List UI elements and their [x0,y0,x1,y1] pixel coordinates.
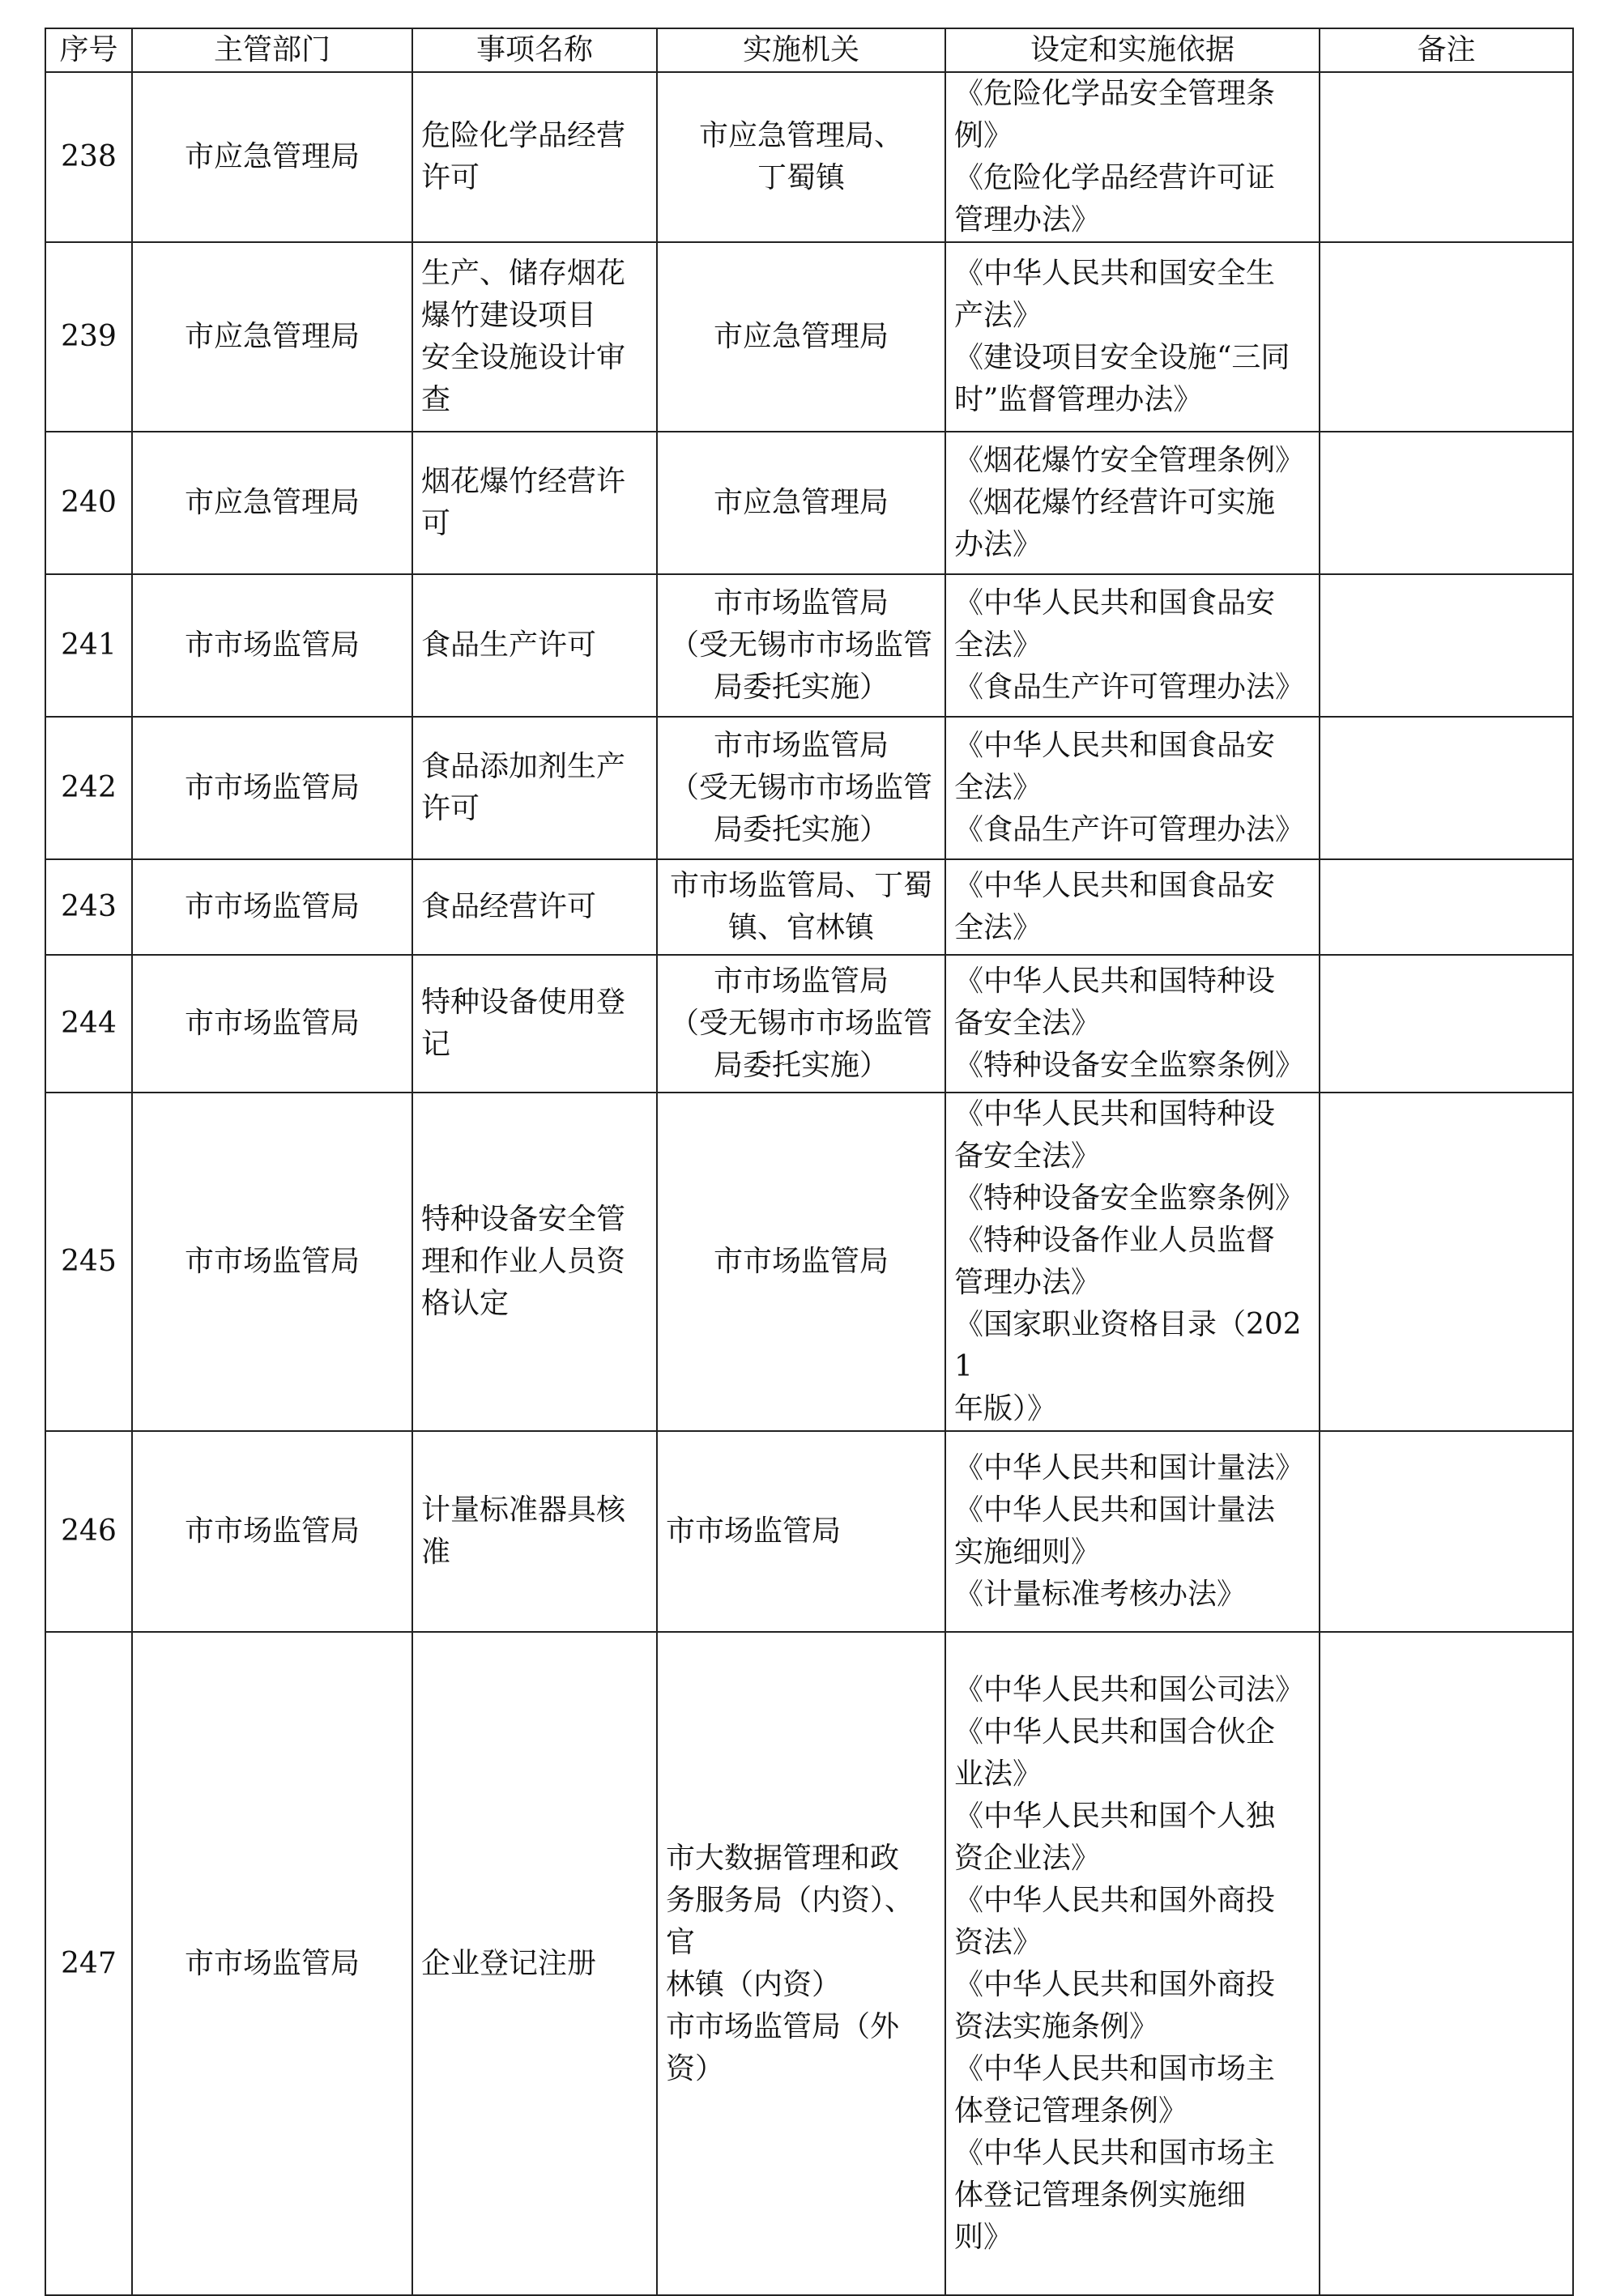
cell-basis-line: 则》 [954,2220,1013,2254]
cell-basis-line: 《特种设备作业人员监督 [954,1224,1276,1257]
table-row [45,955,1573,1093]
cell-org [657,1632,945,2295]
cell-basis-line: 《中华人民共和国食品安 [954,586,1276,620]
cell-item [412,1632,657,2295]
cell-basis-line: 业法》 [954,1757,1043,1791]
cell-basis-line: 年版）》 [954,1392,1057,1425]
cell-basis-line: 《中华人民共和国市场主 [954,2051,1276,2085]
cell-basis-line: 资法》 [954,1925,1043,1959]
cell-no: 247 [45,1632,132,2295]
cell-org-line: （受无锡市市场监管 [669,1007,932,1040]
cell-item-line: 理和作业人员资 [421,1245,626,1278]
cell-note [1320,574,1573,717]
cell-basis-line: 《中华人民共和国计量法》 [954,1451,1305,1485]
cell-item [412,955,657,1093]
cell-basis [945,1632,1320,2295]
cell-basis-line: 办法》 [954,528,1043,561]
cell-basis-line: 管理办法》 [954,203,1101,236]
cell-item-line: 格认定 [421,1287,510,1320]
table-row [45,574,1573,717]
cell-note [1320,1632,1573,2295]
cell-org [657,1431,945,1632]
cell-basis-line: 资法实施条例》 [954,2009,1159,2043]
cell-basis-line: 《危险化学品经营许可证 [954,161,1276,194]
cell-basis-line: 备安全法》 [954,1007,1101,1040]
cell-item-line: 特种设备安全管 [421,1203,626,1236]
cell-dept: 市市场监管局 [132,717,412,859]
cell-basis-line: 全法》 [954,911,1043,944]
cell-org-line: 市市场监管局 [666,1514,842,1548]
cell-basis-line: 《中华人民共和国食品安 [954,869,1276,902]
header-no: 序号 [45,28,132,72]
cell-item-line: 食品添加剂生产 [421,750,626,783]
header-basis: 设定和实施依据 [945,28,1320,72]
cell-basis-line: 管理办法》 [954,1266,1101,1299]
cell-basis-line: 体登记管理条例实施细 [954,2178,1247,2212]
cell-org-line: （受无锡市市场监管 [669,628,932,662]
table-row [45,242,1573,432]
cell-item-line: 许可 [421,792,480,825]
cell-basis [945,72,1320,242]
cell-no: 240 [45,432,132,574]
cell-basis-line: 《中华人民共和国个人独 [954,1799,1276,1833]
cell-item-line: 企业登记注册 [421,1946,597,1980]
cell-basis [945,1093,1320,1431]
cell-no: 238 [45,72,132,242]
cell-item [412,859,657,955]
cell-basis [945,574,1320,717]
cell-basis-line: 体登记管理条例》 [954,2094,1188,2128]
cell-item [412,1093,657,1431]
cell-basis-line: 《中华人民共和国合伙企 [954,1715,1276,1749]
cell-item-line: 准 [421,1536,451,1569]
header-item: 事项名称 [412,28,657,72]
cell-basis-line: 《计量标准考核办法》 [954,1578,1247,1611]
cell-dept: 市市场监管局 [132,1093,412,1431]
cell-org-line: 市市场监管局（外 [666,2009,900,2043]
cell-no: 246 [45,1431,132,1632]
cell-dept: 市应急管理局 [132,72,412,242]
cell-item [412,717,657,859]
cell-no: 239 [45,242,132,432]
cell-note [1320,72,1573,242]
cell-basis-line: 《中华人民共和国特种设 [954,1097,1276,1131]
cell-org-line: 市市场监管局 [713,586,889,620]
cell-item [412,72,657,242]
table-row [45,859,1573,955]
cell-no: 244 [45,955,132,1093]
cell-dept: 市市场监管局 [132,955,412,1093]
cell-basis-line: 《中华人民共和国市场主 [954,2136,1276,2170]
cell-item-line: 烟花爆竹经营许 [421,465,626,498]
table-row [45,1093,1573,1431]
cell-note [1320,717,1573,859]
cell-basis-line: 《烟花爆竹经营许可实施 [954,486,1276,519]
cell-org-line: 局委托实施） [713,1049,889,1082]
cell-basis-line: 产法》 [954,299,1043,332]
cell-org [657,717,945,859]
cell-basis-line: 实施细则》 [954,1536,1101,1569]
cell-org [657,1093,945,1431]
cell-item-line: 爆竹建设项目 [421,299,597,332]
cell-basis-line: 《建设项目安全设施“三同 [954,341,1290,374]
cell-org-line: 务服务局（内资）、官 [666,1883,915,1959]
table-row [45,1431,1573,1632]
cell-basis-line: 《食品生产许可管理办法》 [954,813,1305,846]
cell-item-line: 危险化学品经营 [421,119,626,152]
cell-org [657,859,945,955]
cell-basis-line: 《中华人民共和国计量法 [954,1493,1276,1527]
cell-org [657,955,945,1093]
cell-basis-line: 《中华人民共和国特种设 [954,965,1276,998]
cell-basis-line: 《中华人民共和国公司法》 [954,1672,1305,1706]
cell-note [1320,859,1573,955]
cell-note [1320,955,1573,1093]
cell-basis-line: 《危险化学品安全管理条 [954,77,1276,110]
cell-org [657,432,945,574]
cell-item-line: 生产、储存烟花 [421,257,626,290]
cell-basis [945,955,1320,1093]
cell-item-line: 记 [421,1028,451,1061]
cell-org-line: 局委托实施） [713,671,889,704]
cell-dept: 市市场监管局 [132,1431,412,1632]
cell-basis-line: 《国家职业资格目录（2021 [954,1308,1302,1383]
cell-basis [945,242,1320,432]
cell-org-line: 市市场监管局 [713,729,889,762]
cell-item-line: 计量标准器具核 [421,1493,626,1527]
cell-org-line: 市市场监管局 [713,965,889,998]
cell-org-line: 市大数据管理和政 [666,1841,900,1875]
cell-basis-line: 《中华人民共和国外商投 [954,1883,1276,1917]
cell-org [657,574,945,717]
cell-item-line: 查 [421,383,451,416]
header-note: 备注 [1320,28,1573,72]
cell-dept: 市市场监管局 [132,1632,412,2295]
cell-item [412,432,657,574]
cell-note [1320,242,1573,432]
cell-dept: 市市场监管局 [132,574,412,717]
cell-basis-line: 《特种设备安全监察条例》 [954,1182,1305,1215]
cell-org-line: 资） [666,2051,725,2085]
cell-org-line: 市市场监管局、丁蜀 [669,869,932,902]
cell-org-line: 镇、官林镇 [727,911,874,944]
header-org: 实施机关 [657,28,945,72]
cell-org-line: 林镇（内资） [666,1967,842,2001]
cell-org-line: 市应急管理局 [713,320,889,353]
cell-dept: 市应急管理局 [132,432,412,574]
cell-no: 245 [45,1093,132,1431]
cell-basis-line: 备安全法》 [954,1139,1101,1173]
cell-basis [945,717,1320,859]
cell-item-line: 食品生产许可 [421,628,597,662]
cell-org [657,242,945,432]
cell-org-line: 市应急管理局、 [698,119,903,152]
header-row [45,28,1573,72]
permit-table [45,28,1574,2296]
cell-item-line: 可 [421,507,451,540]
cell-item [412,242,657,432]
cell-org-line: （受无锡市市场监管 [669,771,932,804]
cell-no: 242 [45,717,132,859]
cell-basis-line: 资企业法》 [954,1841,1101,1875]
cell-org [657,72,945,242]
cell-basis-line: 全法》 [954,771,1043,804]
cell-org-line: 市应急管理局 [713,486,889,519]
cell-basis-line: 《中华人民共和国外商投 [954,1967,1276,2001]
cell-item-line: 许可 [421,161,480,194]
cell-basis-line: 时”监督管理办法》 [954,383,1203,416]
cell-dept: 市应急管理局 [132,242,412,432]
cell-basis-line: 《食品生产许可管理办法》 [954,671,1305,704]
cell-basis-line: 例》 [954,119,1013,152]
cell-basis-line: 《中华人民共和国安全生 [954,257,1276,290]
cell-basis [945,859,1320,955]
table-row [45,1632,1573,2295]
cell-dept: 市市场监管局 [132,859,412,955]
table-row [45,432,1573,574]
cell-note [1320,1093,1573,1431]
cell-no: 243 [45,859,132,955]
table-row [45,72,1573,242]
cell-item-line: 食品经营许可 [421,890,597,923]
header-dept: 主管部门 [132,28,412,72]
cell-no: 241 [45,574,132,717]
cell-basis-line: 全法》 [954,628,1043,662]
cell-basis-line: 《烟花爆竹安全管理条例》 [954,444,1305,477]
cell-note [1320,432,1573,574]
cell-basis [945,432,1320,574]
cell-item-line: 安全设施设计审 [421,341,626,374]
cell-org-line: 市市场监管局 [713,1245,889,1278]
cell-org-line: 局委托实施） [713,813,889,846]
cell-basis-line: 《中华人民共和国食品安 [954,729,1276,762]
cell-basis-line: 《特种设备安全监察条例》 [954,1049,1305,1082]
cell-item [412,574,657,717]
cell-item [412,1431,657,1632]
cell-item-line: 特种设备使用登 [421,986,626,1019]
cell-basis [945,1431,1320,1632]
cell-note [1320,1431,1573,1632]
table-row [45,717,1573,859]
cell-org-line: 丁蜀镇 [757,161,845,194]
